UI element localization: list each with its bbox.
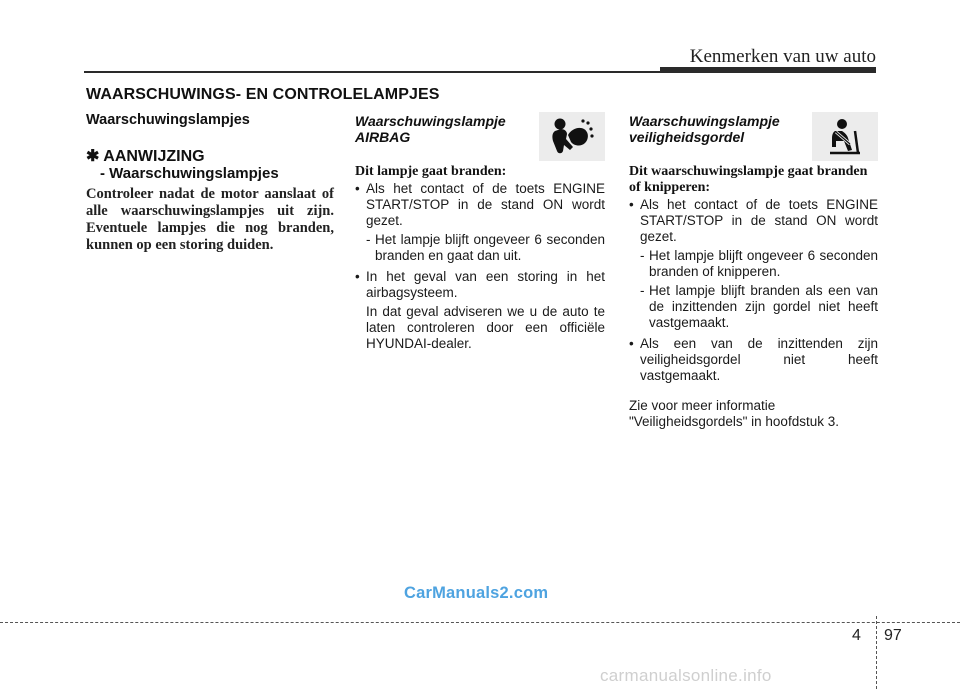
airbag-warning-icon bbox=[539, 112, 605, 161]
column-seatbelt bbox=[629, 112, 878, 430]
seatbelt-warning-icon bbox=[812, 112, 878, 161]
see-more-text: Zie voor meer informatie "Veiligheidsgordels" in hoofdstuk 3. bbox=[629, 398, 839, 429]
airbag-bullet-2: • In het geval van een storing in het airbagsysteem. bbox=[355, 269, 605, 301]
note-title: ✱ AANWIJZING bbox=[86, 148, 205, 165]
warning-lamps-heading: Waarschuwingslampjes bbox=[86, 112, 250, 128]
seatbelt-bullet-2: • Als een van de inzittenden zijn veiligheidsgordel niet heeft vastgemaakt. bbox=[629, 336, 878, 384]
seatbelt-bullet-1: • Als het contact of de toets ENGINE START/STOP in de stand ON wordt gezet. bbox=[629, 197, 878, 245]
airbag-bullet-2-detail: In dat geval adviseren we u de auto te laten controleren door een officiële HYUNDAI-dealer. bbox=[366, 304, 605, 351]
seatbelt-bullet-1-detail-2: - Het lampje blijft branden als een van de inzittenden zijn gordel niet heeft vastgemaakt. bbox=[629, 283, 878, 331]
watermark-link[interactable]: CarManuals2.com bbox=[404, 584, 549, 602]
footer-rule bbox=[0, 622, 960, 623]
section-title: WAARSCHUWINGS- EN CONTROLELAMPJES bbox=[86, 86, 440, 103]
seatbelt-title-line2: veiligheidsgordel bbox=[629, 129, 745, 145]
airbag-title-line1: Waarschuwingslampje bbox=[355, 113, 506, 129]
airbag-title-line2: AIRBAG bbox=[355, 129, 411, 145]
page-number: 97 bbox=[884, 627, 902, 644]
page-separator bbox=[876, 616, 877, 689]
airbag-lead: Dit lampje gaat branden: bbox=[355, 164, 507, 179]
seatbelt-header bbox=[629, 112, 878, 164]
footer-brand-link[interactable]: carmanualsonline.info bbox=[600, 666, 772, 685]
seatbelt-bullet-1-detail-1: - Het lampje blijft ongeveer 6 seconden branden of knipperen. bbox=[629, 248, 878, 280]
airbag-bullet-1-detail: - Het lampje blijft ongeveer 6 seconden branden en gaat dan uit. bbox=[355, 232, 605, 264]
note-text: Controleer nadat de motor aanslaat of alle waarschuwingslampjes uit zijn. Eventuele lampjes die nog branden, kunnen op een storing duiden. bbox=[86, 186, 334, 253]
header-rule bbox=[84, 71, 660, 73]
seatbelt-lead: Dit waarschuwingslampje gaat branden of knipperen: bbox=[629, 164, 868, 195]
airbag-bullet-1: • Als het contact of de toets ENGINE START/STOP in de stand ON wordt gezet. bbox=[355, 181, 605, 229]
chapter-title: Kenmerken van uw auto bbox=[689, 46, 876, 67]
note-subtitle: - Waarschuwingslampjes bbox=[100, 165, 279, 182]
column-notice bbox=[86, 112, 334, 254]
airbag-header bbox=[355, 112, 605, 164]
column-airbag bbox=[355, 112, 605, 352]
chapter-number: 4 bbox=[852, 627, 861, 644]
seatbelt-title-line1: Waarschuwingslampje bbox=[629, 113, 780, 129]
header-rule-accent bbox=[660, 67, 876, 73]
